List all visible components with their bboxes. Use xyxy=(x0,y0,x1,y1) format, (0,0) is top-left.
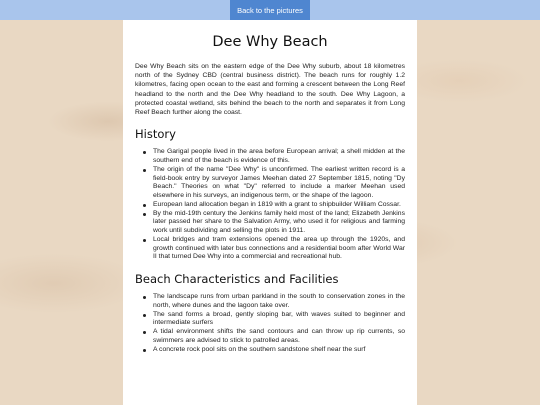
history-heading: History xyxy=(135,127,176,142)
history-list xyxy=(135,148,405,262)
list-item: A concrete rock pool sits on the southern sandstone shelf near the surf xyxy=(135,346,405,355)
list-item: A tidal environment shifts the sand contours and can throw up rip currents, so swimmers are advised to stick to patrolled areas. xyxy=(135,328,405,345)
list-item: Local bridges and tram extensions opened the area up through the 1920s, and growth continued with later bus connections and a residential boom after World War II that turned Dee Why into a commercial and recreational hub. xyxy=(135,236,405,262)
list-item: European land allocation began in 1819 with a grant to shipbuilder William Cossar. xyxy=(135,201,405,210)
back-to-pictures-button[interactable]: Back to the pictures xyxy=(230,0,310,20)
page-title: Dee Why Beach xyxy=(212,34,328,50)
facilities-heading: Beach Characteristics and Facilities xyxy=(135,271,339,286)
content-card xyxy=(123,20,417,405)
list-item: The landscape runs from urban parkland in the south to conservation zones in the north, where dunes and the lagoon take over. xyxy=(135,293,405,310)
list-item: The sand forms a broad, gently sloping bar, with waves suited to beginner and intermediate surfers xyxy=(135,311,405,328)
list-item: By the mid-19th century the Jenkins family held most of the land; Elizabeth Jenkins later passed her share to the Salvation Army, who used it for religious and farming work until subdividing and selling the plots in 1911. xyxy=(135,210,405,236)
list-item: The origin of the name "Dee Why" is unconfirmed. The earliest written record is a field-book entry by surveyor James Meehan dated 27 September 1815, noting "Dy Beach." Theories on what "Dy" referred to include a marker Meehan used elsewhere in his surveys, an indigenous term, or the shape of the lagoon. xyxy=(135,166,405,200)
intro-paragraph: Dee Why Beach sits on the eastern edge of the Dee Why suburb, about 18 kilometres north of the Sydney CBD (central business district). The beach runs for roughly 1.2 kilometres, facing open ocean to the east and forming a crescent between the Long Reef headland to the north and the Dee Why headland to the south. Dee Why Lagoon, a protected coastal wetland, sits behind the beach to the north and separates it from Long Reef Beach further along the coast. xyxy=(135,63,405,117)
facilities-list xyxy=(135,293,405,355)
list-item: The Garigal people lived in the area before European arrival; a shell midden at the southern end of the beach is evidence of this. xyxy=(135,148,405,165)
